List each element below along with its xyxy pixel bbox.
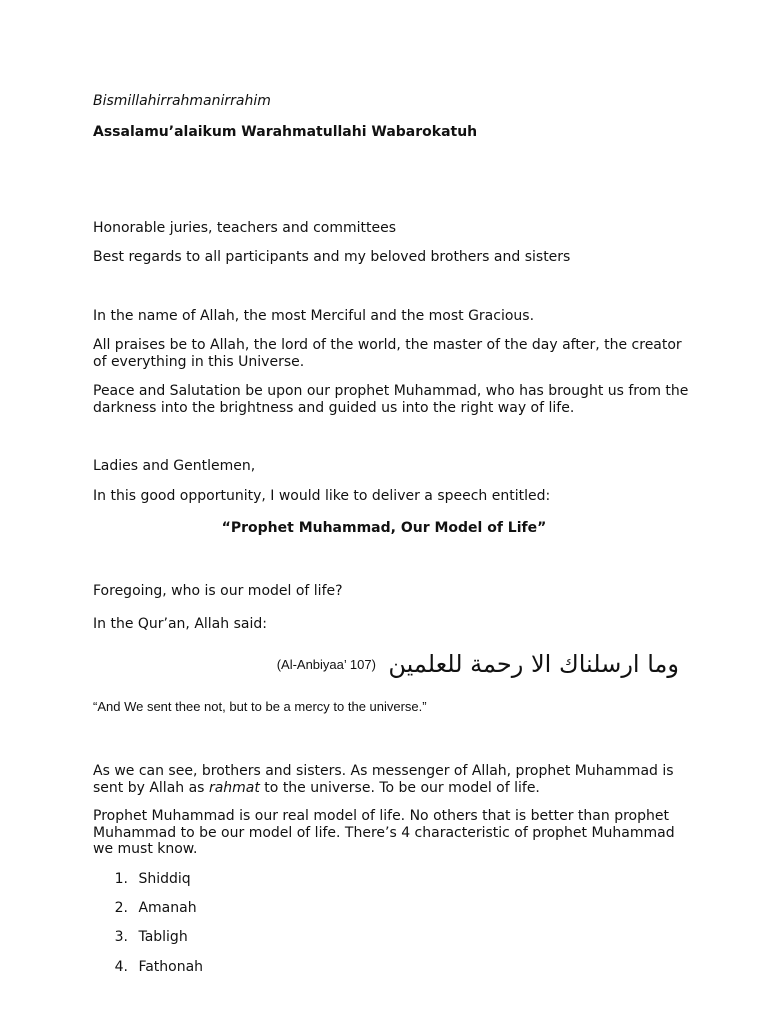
opening-basmala: In the name of Allah, the most Merciful and the most Gracious. (93, 308, 535, 324)
list-item-number: 3. (114, 929, 128, 945)
speech-title: “Prophet Muhammad, Our Model of Life” (221, 520, 547, 536)
opening-praise: All praises be to Allah, the lord of the world, the master of the day after, the creator of everything in this Universe. (93, 337, 682, 370)
list-item-number: 4. (114, 959, 128, 975)
list-item-text: Fathonah (138, 959, 204, 975)
opening-salutation: Peace and Salutation be upon our prophet Muhammad, who has brought us from the darkness into the brightness and guided us into the right way of life. (93, 383, 689, 416)
list-item-number: 2. (114, 900, 128, 916)
list-item (93, 871, 191, 887)
verse-translation: “And We sent thee not, but to be a mercy to the universe.” (93, 699, 427, 714)
paragraph-messenger-part-2: to the universe. To be our model of life. (259, 779, 540, 796)
quran-verse (93, 650, 679, 678)
list-item (93, 959, 203, 975)
salam-heading: Assalamu’alaikum Warahmatullahi Wabarokatuh (93, 124, 478, 140)
list-item (93, 929, 188, 945)
greeting-juries: Honorable juries, teachers and committees (93, 220, 397, 236)
paragraph-model-of-life: Prophet Muhammad is our real model of life. No others that is better than prophet Muhammad to be our model of life. There’s 4 characteristic of prophet Muhammad we must know. (93, 808, 675, 857)
paragraph-messenger (93, 763, 693, 796)
list-item (93, 900, 197, 916)
rahmat-emphasis: rahmat (208, 779, 260, 796)
bismillah-line: Bismillahirrahmanirrahim (93, 93, 271, 109)
list-item-text: Amanah (138, 900, 197, 916)
list-item-text: Shiddiq (138, 871, 191, 887)
list-item-text: Tabligh (138, 929, 188, 945)
verse-arabic: وما ارسلناك الا رحمة للعلمين (388, 650, 679, 678)
greeting-participants: Best regards to all participants and my beloved brothers and sisters (93, 249, 571, 265)
verse-reference: (Al-Anbiyaa’ 107) (276, 656, 376, 672)
paragraph-messenger-part-1: As we can see, brothers and sisters. As messenger of Allah, prophet Muhammad is sent by Allah as (93, 763, 674, 796)
list-item-number: 1. (114, 871, 128, 887)
quran-intro: In the Qur’an, Allah said: (93, 616, 267, 632)
speech-intro: In this good opportunity, I would like to deliver a speech entitled: (93, 488, 551, 504)
question-line: Foregoing, who is our model of life? (93, 583, 343, 599)
ladies-gentlemen: Ladies and Gentlemen, (93, 458, 256, 474)
